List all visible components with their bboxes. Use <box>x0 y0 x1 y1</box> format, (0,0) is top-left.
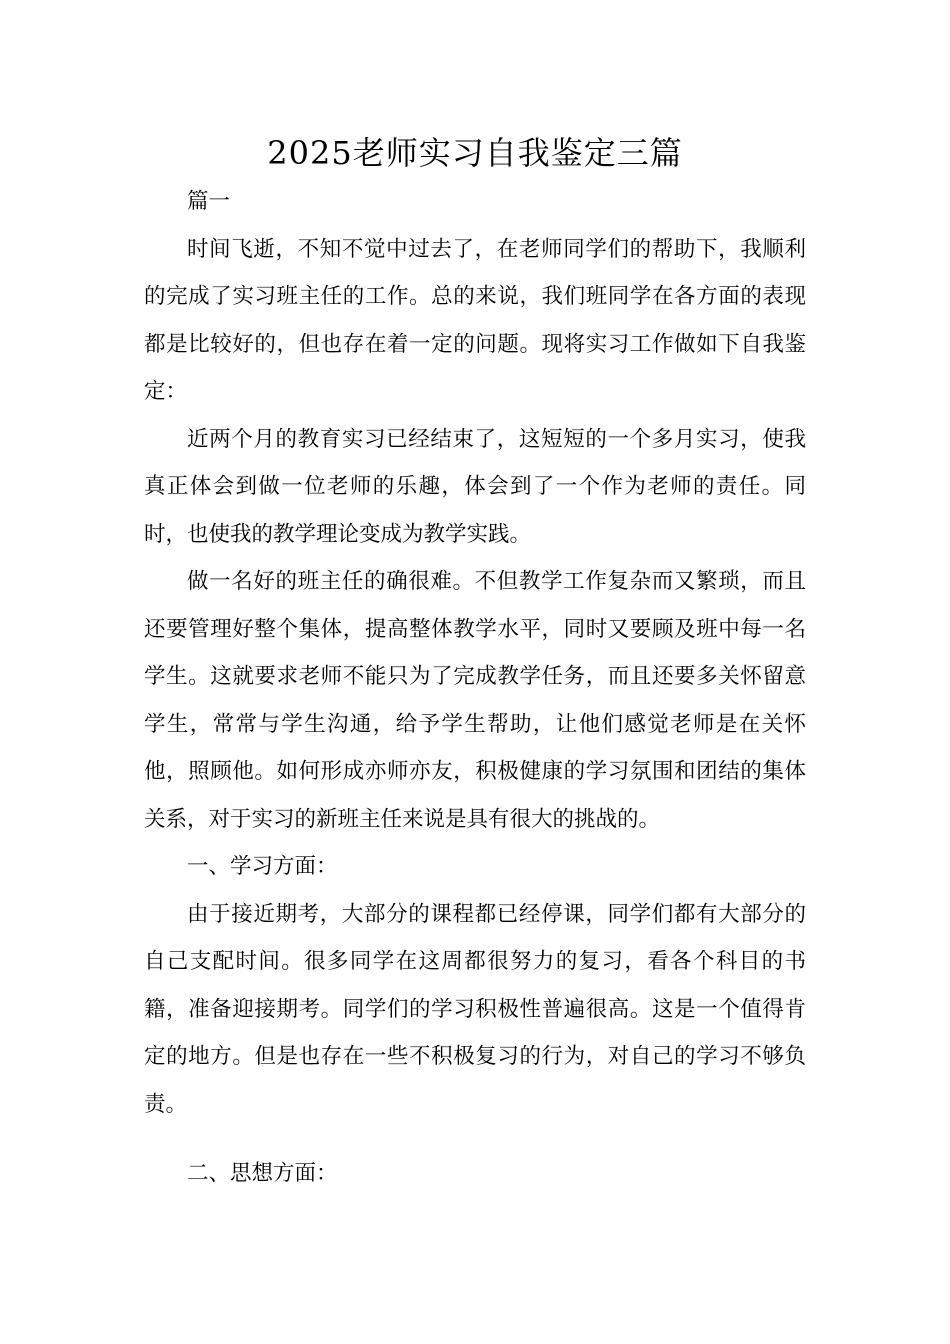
document-title: 2025老师实习自我鉴定三篇 <box>267 134 683 172</box>
paragraph-study: 由于接近期考，大部分的课程都已经停课，同学们都有大部分的自己支配时间。很多同学在这周都很努力的复习，看各个科目的书籍，准备迎接期考。同学们的学习积极性普遍很高。这是一个值得肯定的地方。但是也存在一些不积极复习的行为，对自己的学习不够负责。 <box>144 901 806 1117</box>
section-heading-thought: 二、思想方面： <box>187 1161 338 1186</box>
paragraph-intro: 时间飞逝，不知不觉中过去了，在老师同学们的帮助下，我顺利的完成了实习班主任的工作。总的来说，我们班同学在各方面的表现都是比较好的，但也存在着一定的问题。现将实习工作做如下自我鉴定： <box>144 236 806 404</box>
document-body <box>144 178 806 1198</box>
paragraph-class-teacher: 做一名好的班主任的确很难。不但教学工作复杂而又繁琐，而且还要管理好整个集体，提高整体教学水平，同时又要顾及班中每一名学生。这就要求老师不能只为了完成教学任务，而且还要多关怀留意学生，常常与学生沟通，给予学生帮助，让他们感觉老师是在关怀他，照顾他。如何形成亦师亦友，积极健康的学习氛围和团结的集体关系，对于实习的新班主任来说是具有很大的挑战的。 <box>144 569 806 832</box>
section-heading-part-one: 篇一 <box>187 189 231 214</box>
paragraph-internship-summary: 近两个月的教育实习已经结束了，这短短的一个多月实习，使我真正体会到做一位老师的乐趣，体会到了一个作为老师的责任。同时，也使我的教学理论变成为教学实践。 <box>144 426 806 547</box>
section-heading-study: 一、学习方面： <box>187 854 338 879</box>
